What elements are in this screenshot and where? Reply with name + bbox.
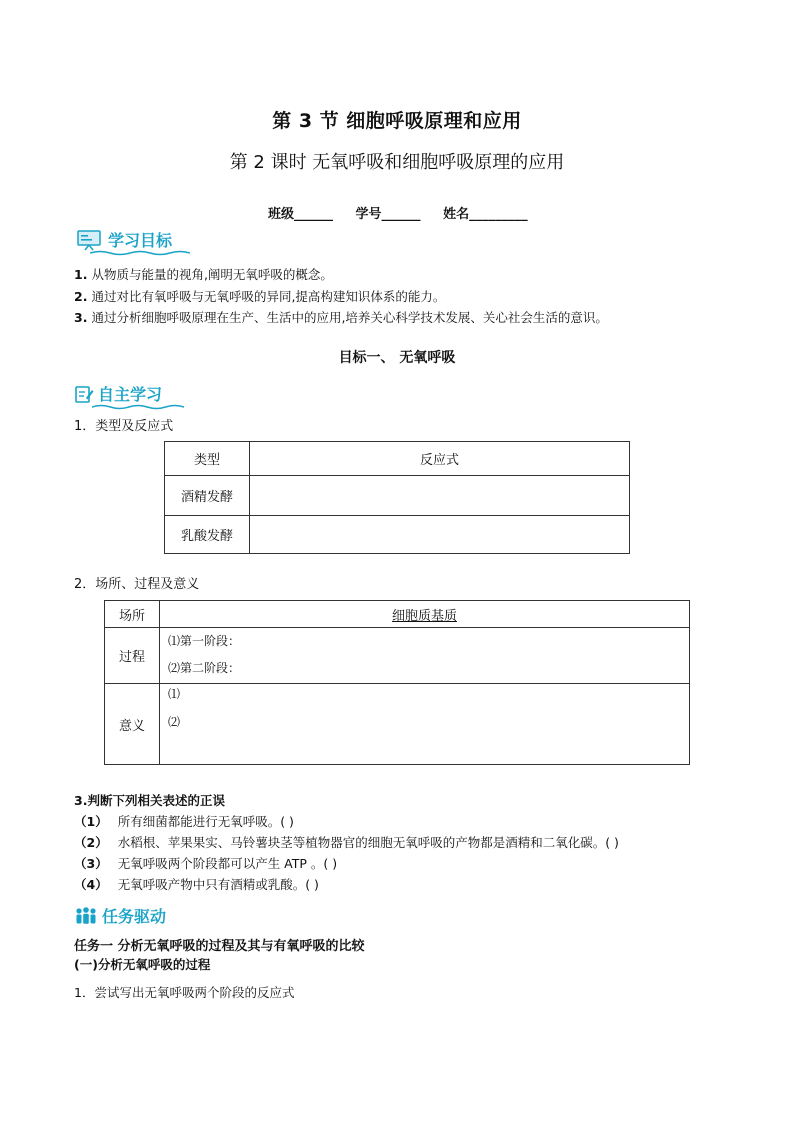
presentation-board-icon (76, 229, 104, 251)
q3-heading: 3.判断下列相关表述的正误 (74, 793, 225, 808)
notebook-pen-icon (74, 384, 94, 404)
self-study-badge (74, 382, 162, 405)
q2-heading: 2．场所、过程及意义 (74, 577, 200, 592)
process-line-2: ⑵第二阶段： (168, 661, 241, 675)
table-row (165, 516, 630, 554)
site-value: 细胞质基质 (160, 601, 690, 628)
meaning-cell[interactable] (160, 684, 690, 765)
task-badge-label: 任务驱动 (102, 907, 167, 926)
page-title: 第 3 节 细胞呼吸原理和应用 (272, 110, 522, 132)
judgment-item-2: （2） 水稻根、苹果果实、马铃薯块茎等植物器官的细胞无氧呼吸的产物都是酒精和二氧化碳。( ) (74, 835, 619, 850)
number-field[interactable]: 学号______ (355, 207, 421, 222)
q1-heading: 1．类型及反应式 (74, 419, 174, 434)
goal-item-2: 2. 通过对比有氧呼吸与无氧呼吸的异同,提高构建知识体系的能力。 (74, 289, 446, 304)
judgment-item-1: （1） 所有细菌都能进行无氧呼吸。( ) (74, 814, 294, 829)
process-line-1: ⑴第一阶段： (168, 634, 241, 648)
judgment-item-3: （3） 无氧呼吸两个阶段都可以产生 ATP 。( ) (74, 856, 338, 871)
student-info (268, 203, 546, 222)
wave-underline-icon (90, 250, 190, 256)
target1-heading: 目标一、 无氧呼吸 (338, 350, 456, 366)
judgment-item-4: （4） 无氧呼吸产物中只有酒精或乳酸。( ) (74, 877, 319, 892)
table-cell-type: 酒精发酵 (165, 476, 250, 516)
table-header-formula: 反应式 (250, 442, 630, 476)
process-table (104, 600, 690, 765)
table-row (105, 628, 690, 684)
table-header-type: 类型 (165, 442, 250, 476)
meaning-line-2: ⑵ (168, 715, 181, 729)
goals-badge (76, 228, 172, 251)
table-row (165, 476, 630, 516)
sub1-question-1: 1．尝试写出无氧呼吸两个阶段的反应式 (74, 985, 295, 1000)
table-row (165, 442, 630, 476)
process-label: 过程 (105, 628, 160, 684)
class-field[interactable]: 班级______ (268, 207, 334, 222)
table-row (105, 684, 690, 765)
team-people-icon (74, 906, 98, 926)
self-study-badge-label: 自主学习 (98, 385, 163, 404)
process-cell[interactable] (160, 628, 690, 684)
task-badge (74, 904, 166, 927)
table-row (105, 601, 690, 628)
goal-item-3: 3. 通过分析细胞呼吸原理在生产、生活中的应用,培养关心科学技术发展、关心社会生活的意识。 (74, 310, 608, 325)
reaction-table (164, 441, 630, 554)
sub1-heading: (一)分析无氧呼吸的过程 (74, 957, 211, 972)
goals-badge-label: 学习目标 (108, 231, 173, 250)
table-cell-formula-input[interactable] (250, 476, 630, 516)
goal-item-1: 1. 从物质与能量的视角,阐明无氧呼吸的概念。 (74, 267, 333, 282)
table-cell-type: 乳酸发酵 (165, 516, 250, 554)
task1-heading: 任务一 分析无氧呼吸的过程及其与有氧呼吸的比较 (74, 939, 365, 954)
wave-underline-icon (92, 404, 184, 410)
name-field[interactable]: 姓名_________ (443, 207, 528, 222)
site-label: 场所 (105, 601, 160, 628)
table-cell-formula-input[interactable] (250, 516, 630, 554)
meaning-line-1: ⑴ (168, 687, 181, 701)
page-subtitle: 第 2 课时 无氧呼吸和细胞呼吸原理的应用 (229, 152, 565, 173)
meaning-label: 意义 (105, 684, 160, 765)
